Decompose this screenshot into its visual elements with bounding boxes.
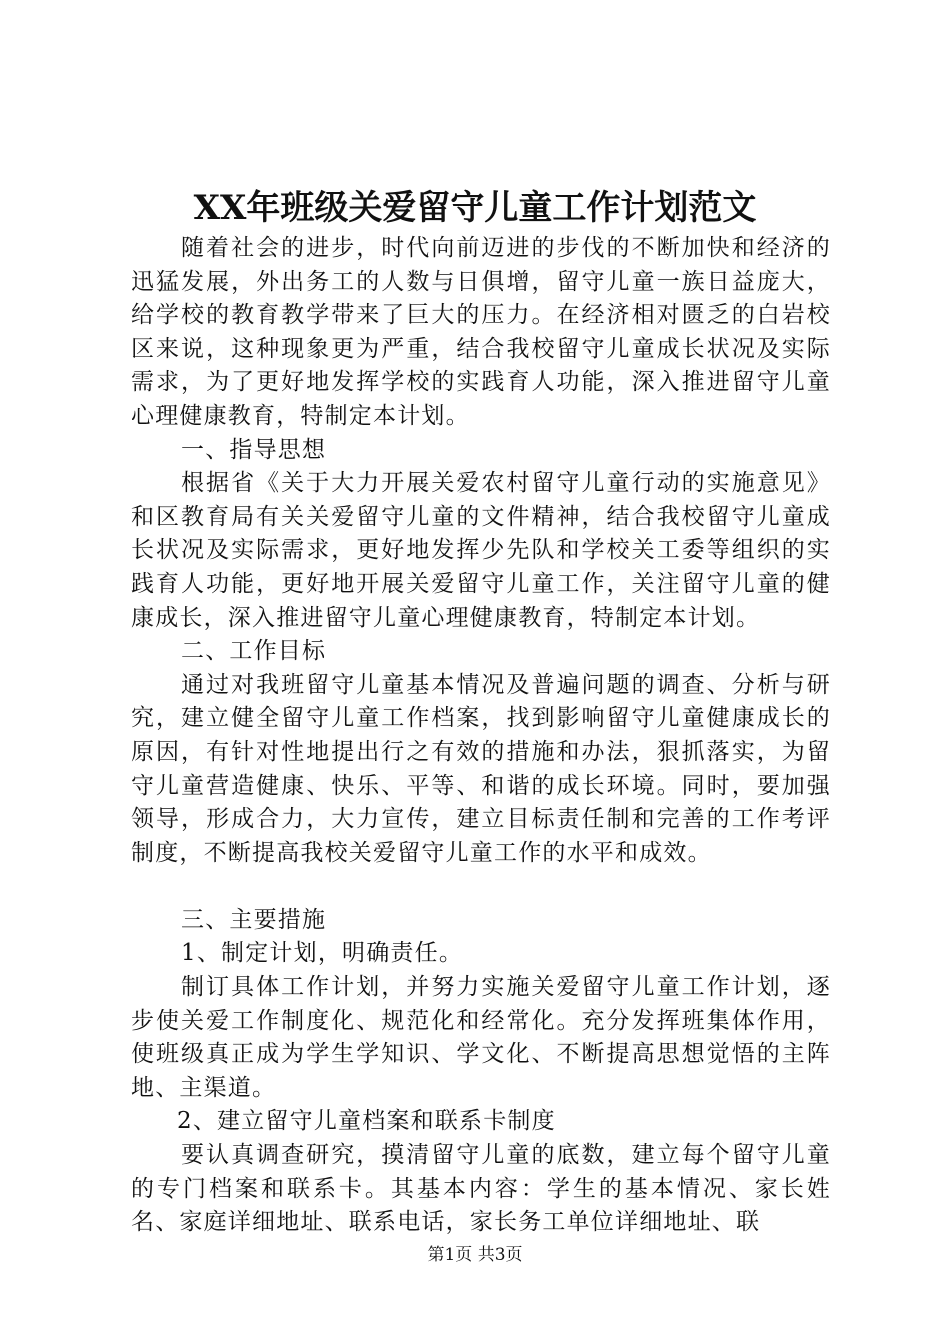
measure-2-heading: 2、建立留守儿童档案和联系卡制度 [177, 1108, 556, 1135]
section-heading-work-goals: 二、工作目标 [181, 638, 327, 665]
section-heading-main-measures: 三、主要措施 [181, 906, 327, 933]
measure-1-paragraph: 制订具体工作计划，并努力实施关爱留守儿童工作计划，逐步使关爱工作制度化、规范化和经常化。充分发挥班集体作用，使班级真正成为学生学知识、学文化、不断提高思想觉悟的主阵地、主渠道。 [131, 974, 831, 1101]
paragraph-spacer [131, 870, 831, 904]
section-heading-guiding-ideas: 一、指导思想 [181, 436, 327, 463]
guiding-ideas-paragraph: 根据省《关于大力开展关爱农村留守儿童行动的实施意见》和区教育局有关关爱留守儿童的文件精神，结合我校留守儿童成长状况及实际需求，更好地发挥少先队和学校关工委等组织的实践育人功能，更好地开展关爱留守儿童工作，关注留守儿童的健康成长，深入推进留守儿童心理健康教育，特制定本计划。 [131, 470, 831, 631]
measure-1-heading: 1、制定计划，明确责任。 [181, 940, 464, 967]
page-footer: 第1页 共3页 [427, 1245, 523, 1265]
intro-paragraph: 随着社会的进步，时代向前迈进的步伐的不断加快和经济的迅猛发展，外出务工的人数与日俱增，留守儿童一族日益庞大，给学校的教育教学带来了巨大的压力。在经济相对匮乏的白岩校区来说，这种现象更为严重，结合我校留守儿童成长状况及实际需求，为了更好地发挥学校的实践育人功能，深入推进留守儿童心理健康教育，特制定本计划。 [131, 235, 831, 429]
page-title: XX年班级关爱留守儿童工作计划范文 [193, 188, 757, 228]
document-body [131, 232, 831, 1240]
measure-2-paragraph: 要认真调查研究，摸清留守儿童的底数，建立每个留守儿童的专门档案和联系卡。其基本内容：学生的基本情况、家长姓名、家庭详细地址、联系电话，家长务工单位详细地址、联 [131, 1142, 831, 1236]
work-goals-paragraph: 通过对我班留守儿童基本情况及普遍问题的调查、分析与研究，建立健全留守儿童工作档案，找到影响留守儿童健康成长的原因，有针对性地提出行之有效的措施和办法，狠抓落实，为留守儿童营造健康、快乐、平等、和谐的成长环境。同时，要加强领导，形成合力，大力宣传，建立目标责任制和完善的工作考评制度，不断提高我校关爱留守儿童工作的水平和成效。 [131, 671, 831, 866]
